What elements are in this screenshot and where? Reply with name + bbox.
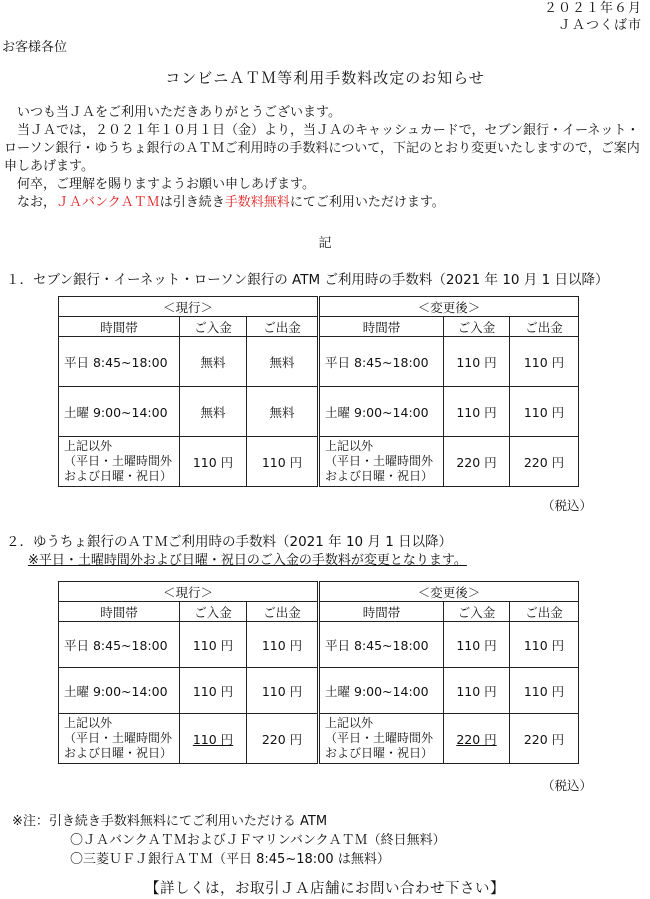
table-row: 土曜 9:00~14:00 110 円 110 円 土曜 9:00~14:00 110 円 110 円 [59, 668, 579, 714]
addressee: お客様各位 [2, 40, 68, 55]
table-row: 上記以外 （平日・土曜時間外 および日曜・祝日） 110 円 220 円 上記以外 （平日・土曜時間外 および日曜・祝日） 220 円 220 円 [59, 714, 579, 764]
table-row: 上記以外 （平日・土曜時間外 および日曜・祝日） 110 円 110 円 上記以外 （平日・土曜時間外 および日曜・祝日） 220 円 220 円 [59, 437, 579, 487]
col-deposit: ご入金 [444, 317, 510, 337]
free-fee-highlight: 手数料無料 [224, 195, 290, 210]
note-line-2: 〇ＪＡバンクＡＴＭおよびＪＦマリンバンクＡＴＭ（終日無料） [70, 833, 446, 848]
table-row: 平日 8:45~18:00 110 円 110 円 平日 8:45~18:00 110 円 110 円 [59, 622, 579, 668]
table-row: 土曜 9:00~14:00 無料 無料 土曜 9:00~14:00 110 円 110 円 [59, 387, 579, 437]
footer-contact-note: 【詳しくは，お取引ＪＡ店舗にお問い合わせ下さい】 [145, 881, 505, 897]
section1-heading: １．セブン銀行・イーネット・ローソン銀行の ATM ご利用時の手数料（2021 年 10 月 1 日以降） [6, 272, 609, 288]
col-withdraw: ご出金 [247, 317, 319, 337]
tax-included-note: （税込） [541, 498, 592, 513]
col-time: 時間帯 [59, 602, 180, 622]
section2-fee-table [58, 581, 579, 764]
col-withdraw: ご出金 [247, 602, 319, 622]
col-deposit: ご入金 [180, 317, 247, 337]
paragraph-2: 当ＪＡでは，２０２１年１０月１日（金）より，当ＪＡのキャッシュカードで，セブン銀行・イーネット・ローソン銀行・ゆうちょ銀行のＡＴＭご利用時の手数料について，下記のとおり変更いたしますので，ご案内申しあげます。 [4, 123, 640, 174]
document-header [544, 0, 642, 34]
current-label: ＜現行＞ [59, 582, 319, 602]
tax-included-note: （税込） [541, 778, 592, 793]
new-label: ＜変更後＞ [319, 582, 579, 602]
ja-bank-atm-highlight: ＪＡバンクＡＴＭ [56, 195, 160, 210]
section1-fee-table [58, 296, 579, 487]
free-atm-notes [12, 812, 446, 869]
paragraph-4: なお，ＪＡバンクＡＴＭは引き続き手数料無料にてご利用いただけます。 [17, 195, 445, 210]
ki-marker: 記 [318, 236, 332, 251]
issuer-name: ＪＡつくば市 [557, 18, 642, 33]
issue-date: ２０２１年６月 [543, 1, 642, 16]
col-deposit: ご入金 [180, 602, 247, 622]
current-label: ＜現行＞ [59, 297, 319, 317]
changed-fee: 110 円 [192, 731, 234, 747]
note-line-3: 〇三菱ＵＦＪ銀行ＡＴＭ（平日 8:45~18:00 は無料） [70, 852, 390, 867]
section2-heading: ２．ゆうちょ銀行のＡＴＭご利用時の手数料（2021 年 10 月 1 日以降） [6, 534, 453, 550]
col-time: 時間帯 [319, 602, 444, 622]
changed-fee: 220 円 [456, 731, 497, 747]
paragraph-3: 何卒，ご理解を賜りますようお願い申しあげます。 [17, 177, 315, 192]
col-withdraw: ご出金 [510, 317, 579, 337]
col-time: 時間帯 [59, 317, 180, 337]
section2-note: ※平日・土曜時間外および日曜・祝日のご入金の手数料が変更となります。 [28, 553, 467, 568]
col-deposit: ご入金 [444, 602, 510, 622]
col-time: 時間帯 [319, 317, 444, 337]
table-row: 平日 8:45~18:00 無料 無料 平日 8:45~18:00 110 円 110 円 [59, 337, 579, 387]
note-line-1: ※注：引き続き手数料無料にてご利用いただける ATM [12, 814, 328, 829]
col-withdraw: ご出金 [510, 602, 579, 622]
new-label: ＜変更後＞ [319, 297, 579, 317]
body-text [4, 104, 646, 212]
document-title: コンビニＡＴＭ等利用手数料改定のお知らせ [165, 69, 485, 87]
paragraph-1: いつも当ＪＡをご利用いただきありがとうございます。 [17, 105, 341, 120]
